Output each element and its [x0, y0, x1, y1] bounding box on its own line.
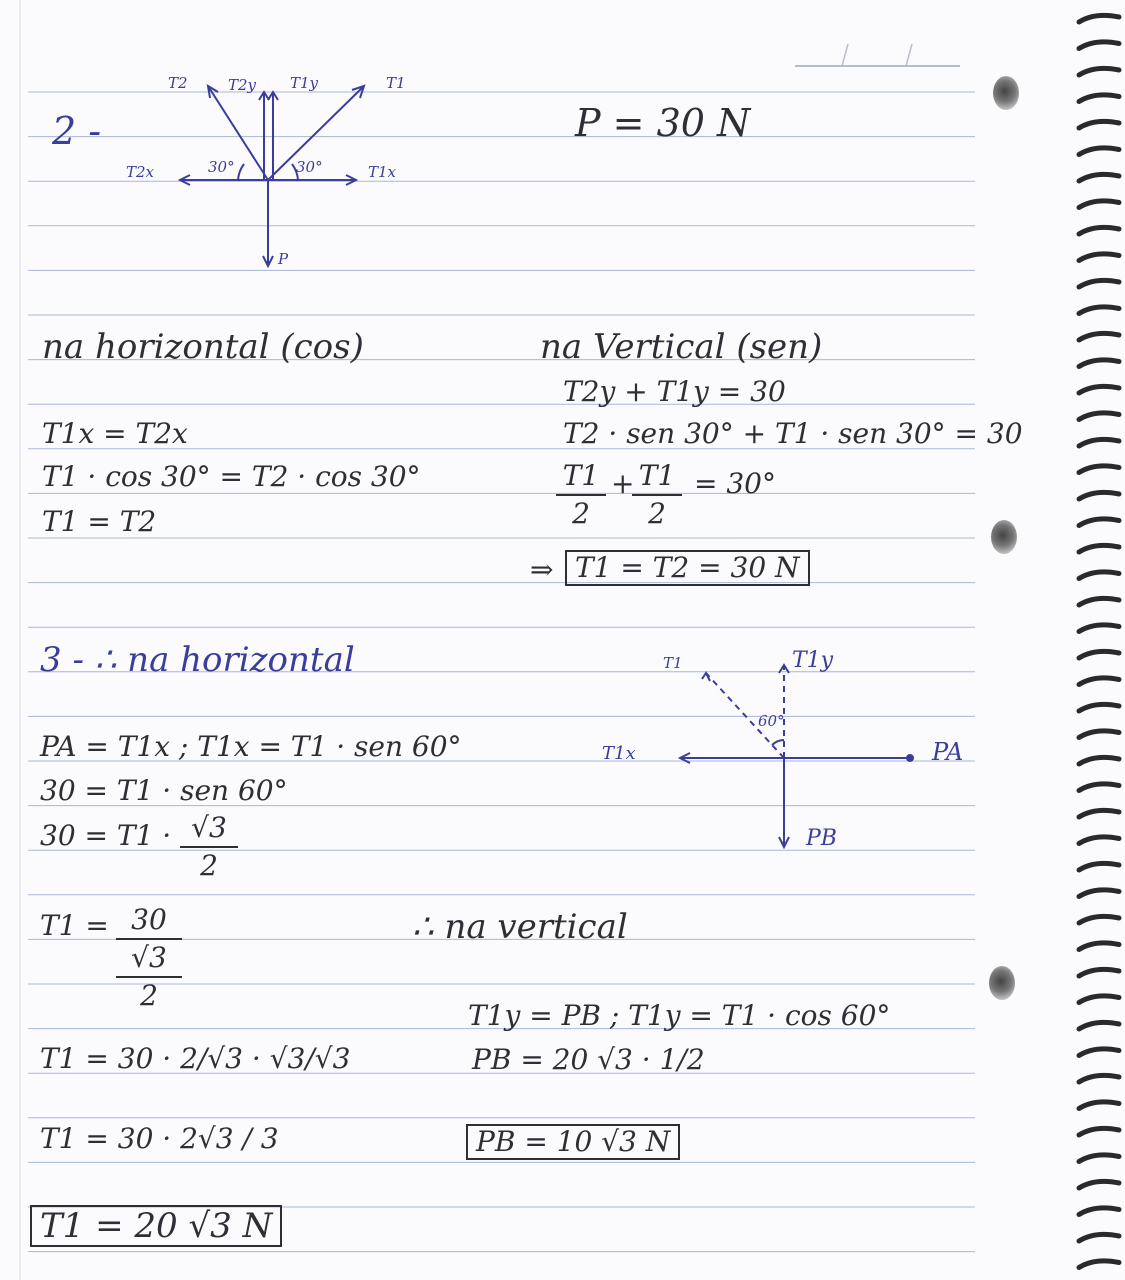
p3-horizontal-eq-3-left: 30 = T1 · — [40, 819, 172, 852]
spiral-ring — [1079, 1208, 1119, 1215]
spiral-ring — [1079, 996, 1119, 1003]
t2-label: T2 — [168, 74, 188, 92]
fraction-denominator: 2 — [572, 497, 590, 530]
fraction-numerator: T1 — [632, 462, 682, 496]
spiral-ring — [1079, 1155, 1119, 1162]
t1-label: T1 — [663, 654, 683, 672]
spiral-ring — [1079, 68, 1119, 75]
spiral-ring — [1079, 439, 1119, 446]
t1-label: T1 — [386, 74, 406, 92]
fraction-numerator: √3 — [180, 814, 238, 848]
spiral-ring — [1079, 413, 1119, 420]
horizontal-eq-3: T1 = T2 — [42, 505, 157, 538]
spiral-ring — [1079, 704, 1119, 711]
spiral-ring — [1079, 1128, 1119, 1135]
horizontal-eq-1: T1x = T2x — [42, 417, 188, 450]
t2x-label: T2x — [126, 163, 155, 181]
spiral-ring — [1079, 863, 1119, 870]
fraction-result: = 30° — [694, 467, 776, 500]
t1y-label: T1y — [792, 648, 834, 673]
spiral-ring — [1079, 519, 1119, 526]
problem-3-force-diagram — [660, 655, 920, 855]
p-label: P — [278, 250, 289, 268]
spiral-ring — [1079, 916, 1119, 923]
fraction-denominator: 2 — [200, 849, 218, 882]
horizontal-eq-2: T1 · cos 30° = T2 · cos 30° — [42, 460, 421, 493]
spiral-ring — [1079, 1049, 1119, 1056]
binder-hole — [989, 966, 1015, 1000]
spiral-ring — [1079, 280, 1119, 287]
vertical-fraction-2 — [632, 459, 682, 530]
spiral-ring — [1079, 1022, 1119, 1029]
p3-vertical-heading: ∴ na vertical — [412, 907, 628, 947]
p3-horizontal-eq-1: PA = T1x ; T1x = T1 · sen 60° — [40, 730, 462, 763]
spiral-ring — [1079, 307, 1119, 314]
pa-label: PA — [932, 738, 964, 766]
vertical-fraction-1 — [556, 459, 606, 530]
spiral-binding — [1075, 0, 1125, 1280]
spiral-ring — [1079, 890, 1119, 897]
t1x-label: T1x — [368, 163, 397, 181]
vertical-eq-2: T2 · sen 30° + T1 · sen 30° = 30 — [563, 417, 1023, 450]
spiral-ring — [1079, 731, 1119, 738]
angle-arc — [772, 740, 784, 745]
problem-3-heading: 3 - ∴ na horizontal — [40, 640, 355, 680]
p3-vertical-eq-1: T1y = PB ; T1y = T1 · cos 60° — [468, 999, 891, 1032]
spiral-ring — [1079, 227, 1119, 234]
spiral-ring — [1079, 1261, 1119, 1268]
spiral-ring — [1079, 254, 1119, 261]
spiral-ring — [1079, 333, 1119, 340]
fraction-sub-denominator: 2 — [140, 979, 158, 1012]
p3-horizontal-eq-3-fraction — [180, 811, 238, 882]
problem-2-result: T1 = T2 = 30 N — [565, 550, 810, 586]
spiral-ring — [1079, 492, 1119, 499]
t1-solve-fraction — [116, 903, 182, 1012]
pb-label: PB — [806, 826, 837, 851]
spiral-ring — [1079, 201, 1119, 208]
spiral-ring — [1079, 545, 1119, 552]
t1-solve-left: T1 = — [40, 909, 109, 942]
spiral-ring — [1079, 15, 1119, 22]
spiral-ring — [1079, 1181, 1119, 1188]
weight-given: P = 30 N — [575, 101, 751, 145]
problem-3-pb-result: PB = 10 √3 N — [466, 1124, 680, 1160]
horizontal-heading: na horizontal (cos) — [42, 327, 364, 367]
spiral-ring — [1079, 1234, 1119, 1241]
fraction-numerator: 30 — [116, 906, 182, 940]
spiral-ring — [1079, 784, 1119, 791]
spiral-ring — [1079, 360, 1119, 367]
spiral-ring — [1079, 810, 1119, 817]
header-tick — [906, 44, 912, 66]
spiral-ring — [1079, 837, 1119, 844]
p3-vertical-eq-2: PB = 20 √3 · 1/2 — [472, 1043, 705, 1076]
spiral-ring — [1079, 42, 1119, 49]
binder-hole — [991, 520, 1017, 554]
spiral-ring — [1079, 625, 1119, 632]
spiral-ring — [1079, 598, 1119, 605]
spiral-ring — [1079, 651, 1119, 658]
spiral-ring — [1079, 95, 1119, 102]
spiral-ring — [1079, 943, 1119, 950]
spiral-ring — [1079, 678, 1119, 685]
fraction-denominator: 2 — [648, 497, 666, 530]
t2y-label: T2y — [228, 76, 257, 94]
spiral-ring — [1079, 969, 1119, 976]
fraction-numerator: T1 — [556, 462, 606, 496]
spiral-ring — [1079, 572, 1119, 579]
t1-solve-line-3: T1 = 30 · 2√3 / 3 — [40, 1122, 279, 1155]
vertical-heading: na Vertical (sen) — [540, 327, 823, 367]
fraction-denominator: √3 — [116, 940, 182, 978]
spiral-ring — [1079, 174, 1119, 181]
problem-3-t1-result: T1 = 20 √3 N — [30, 1205, 282, 1247]
binder-hole — [993, 76, 1019, 110]
spiral-ring — [1079, 1102, 1119, 1109]
angle-right-label: 30° — [296, 158, 323, 176]
spiral-ring — [1079, 121, 1119, 128]
angle-label: 60° — [758, 712, 785, 730]
pa-point — [907, 755, 913, 761]
t1-arrowhead — [702, 673, 710, 681]
p3-horizontal-eq-2: 30 = T1 · sen 60° — [40, 774, 288, 807]
header-tick — [842, 44, 848, 66]
vertical-eq-1: T2y + T1y = 30 — [563, 375, 786, 408]
t1-solve-line-2: T1 = 30 · 2/√3 · √3/√3 — [40, 1042, 351, 1075]
spiral-ring — [1079, 386, 1119, 393]
implies-arrow: ⇒ — [530, 553, 554, 586]
fraction-plus: + — [611, 467, 635, 500]
problem-2-number: 2 - — [52, 109, 102, 153]
spiral-ring — [1079, 757, 1119, 764]
spiral-ring — [1079, 466, 1119, 473]
spiral-ring — [1079, 148, 1119, 155]
spiral-ring — [1079, 1075, 1119, 1082]
angle-left-label: 30° — [208, 158, 235, 176]
angle-arc-left — [238, 164, 244, 180]
t1y-label: T1y — [290, 74, 319, 92]
t1x-label: T1x — [602, 743, 636, 764]
